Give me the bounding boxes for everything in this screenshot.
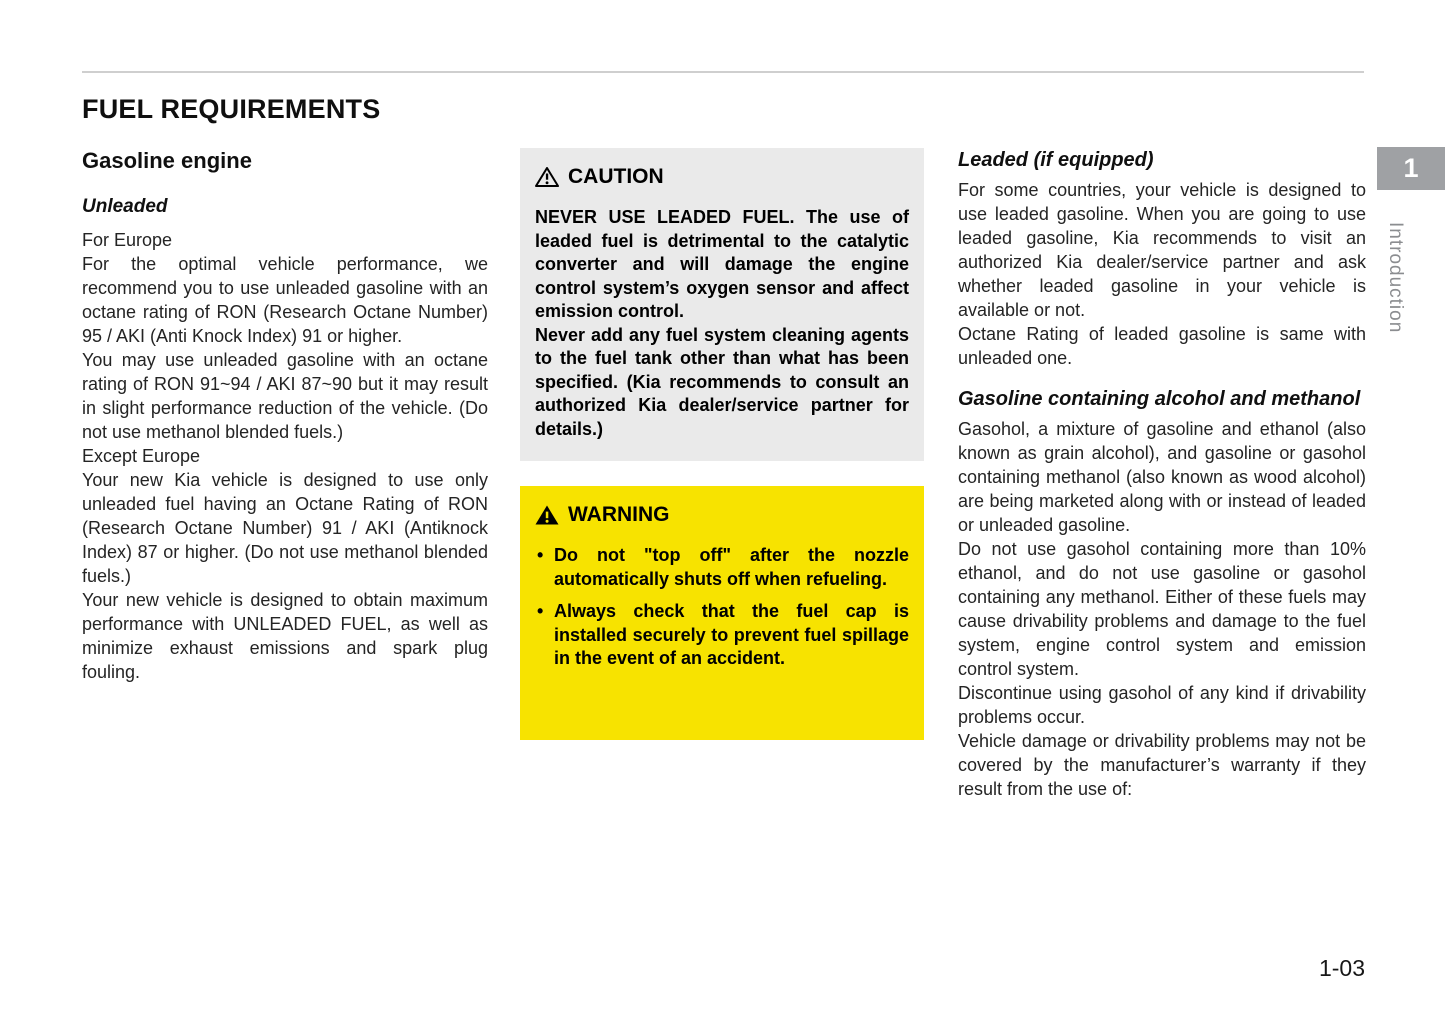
warning-bullet-list [535,544,909,671]
paragraph: Vehicle damage or drivability problems may not be covered by the manufacturer’s warranty if they result from the use of: [958,731,1366,799]
caution-paragraph: NEVER USE LEADED FUEL. The use of leaded fuel is detrimental to the catalytic converter and will damage the engine control system’s oxygen sensor and affect emission control. [535,207,909,321]
chapter-number-tab: 1 [1377,147,1445,190]
caution-box [520,148,924,461]
paragraph: Gasohol, a mixture of gasoline and ethanol (also known as grain alcohol), and gasoline or gasohol containing methanol (also known as wood alcohol) are being marketed along with or instead of leaded or unleaded gasoline. [958,419,1366,535]
caution-box-title [535,165,909,189]
warning-title-text: WARNING [568,503,670,526]
warning-bullet: • Do not "top off" after the nozzle automatically shuts off when refueling. [535,544,909,591]
middle-column [520,148,924,740]
subsection-heading-leaded: Leaded (if equipped) [958,149,1154,171]
page-number: 1-03 [1318,955,1365,981]
subsection-heading-unleaded: Unleaded [82,196,168,217]
left-column [82,148,488,684]
warning-box [520,486,924,740]
caution-paragraph: Never add any fuel system cleaning agents to the fuel tank other than what has been specified. (Kia recommends to consult an authorized Kia dealer/service partner for details.) [535,324,909,439]
page-title: FUEL REQUIREMENTS [82,94,381,124]
warning-box-title [535,503,909,527]
paragraph: You may use unleaded gasoline with an octane rating of RON 91~94 / AKI 87~90 but it may result in slight performance reduction of the vehicle. (Do not use methanol blended fuels.) [82,350,488,442]
paragraph: Your new vehicle is designed to obtain maximum performance with UNLEADED FUEL, as well as minimize exhaust emissions and spark plug fouling. [82,590,488,682]
paragraph: Octane Rating of leaded gasoline is same with unleaded one. [958,324,1366,368]
caution-title-text: CAUTION [568,165,664,188]
right-column [958,148,1366,801]
region-label-except-europe: Except Europe [82,446,201,466]
paragraph: Do not use gasohol containing more than 10% ethanol, and do not use gasoline or gasohol containing any methanol. Either of these fuels may cause drivability problems and damage to the fuel system, engine control system and emission control system. [958,539,1366,679]
region-label-for-europe: For Europe [82,230,173,250]
section-heading-gasoline-engine: Gasoline engine [82,148,252,173]
chapter-name-vertical-label: Introduction [1385,222,1406,334]
paragraph: Your new Kia vehicle is designed to use only unleaded fuel having an Octane Rating of RON (Research Octane Number) 91 / AKI (Antiknock Index) 87 or higher. (Do not use methanol blended fuels.) [82,470,488,586]
warning-triangle-icon [535,504,559,526]
caution-triangle-icon [535,166,559,188]
paragraph: Discontinue using gasohol of any kind if drivability problems occur. [958,683,1366,727]
paragraph: For the optimal vehicle performance, we recommend you to use unleaded gasoline with an octane rating of RON (Research Octane Number) 95 / AKI (Anti Knock Index) 91 or higher. [82,254,488,346]
paragraph: For some countries, your vehicle is designed to use leaded gasoline. When you are going to use leaded gasoline, Kia recommends to visit an authorized Kia dealer/service partner and ask whether leaded gasoline in your vehicle is available or not. [958,180,1366,320]
warning-bullet: • Always check that the fuel cap is installed securely to prevent fuel spillage in the event of an accident. [535,600,909,671]
subsection-heading-gasoline-alcohol-methanol: Gasoline containing alcohol and methanol [958,388,1361,410]
top-divider [82,71,1364,73]
